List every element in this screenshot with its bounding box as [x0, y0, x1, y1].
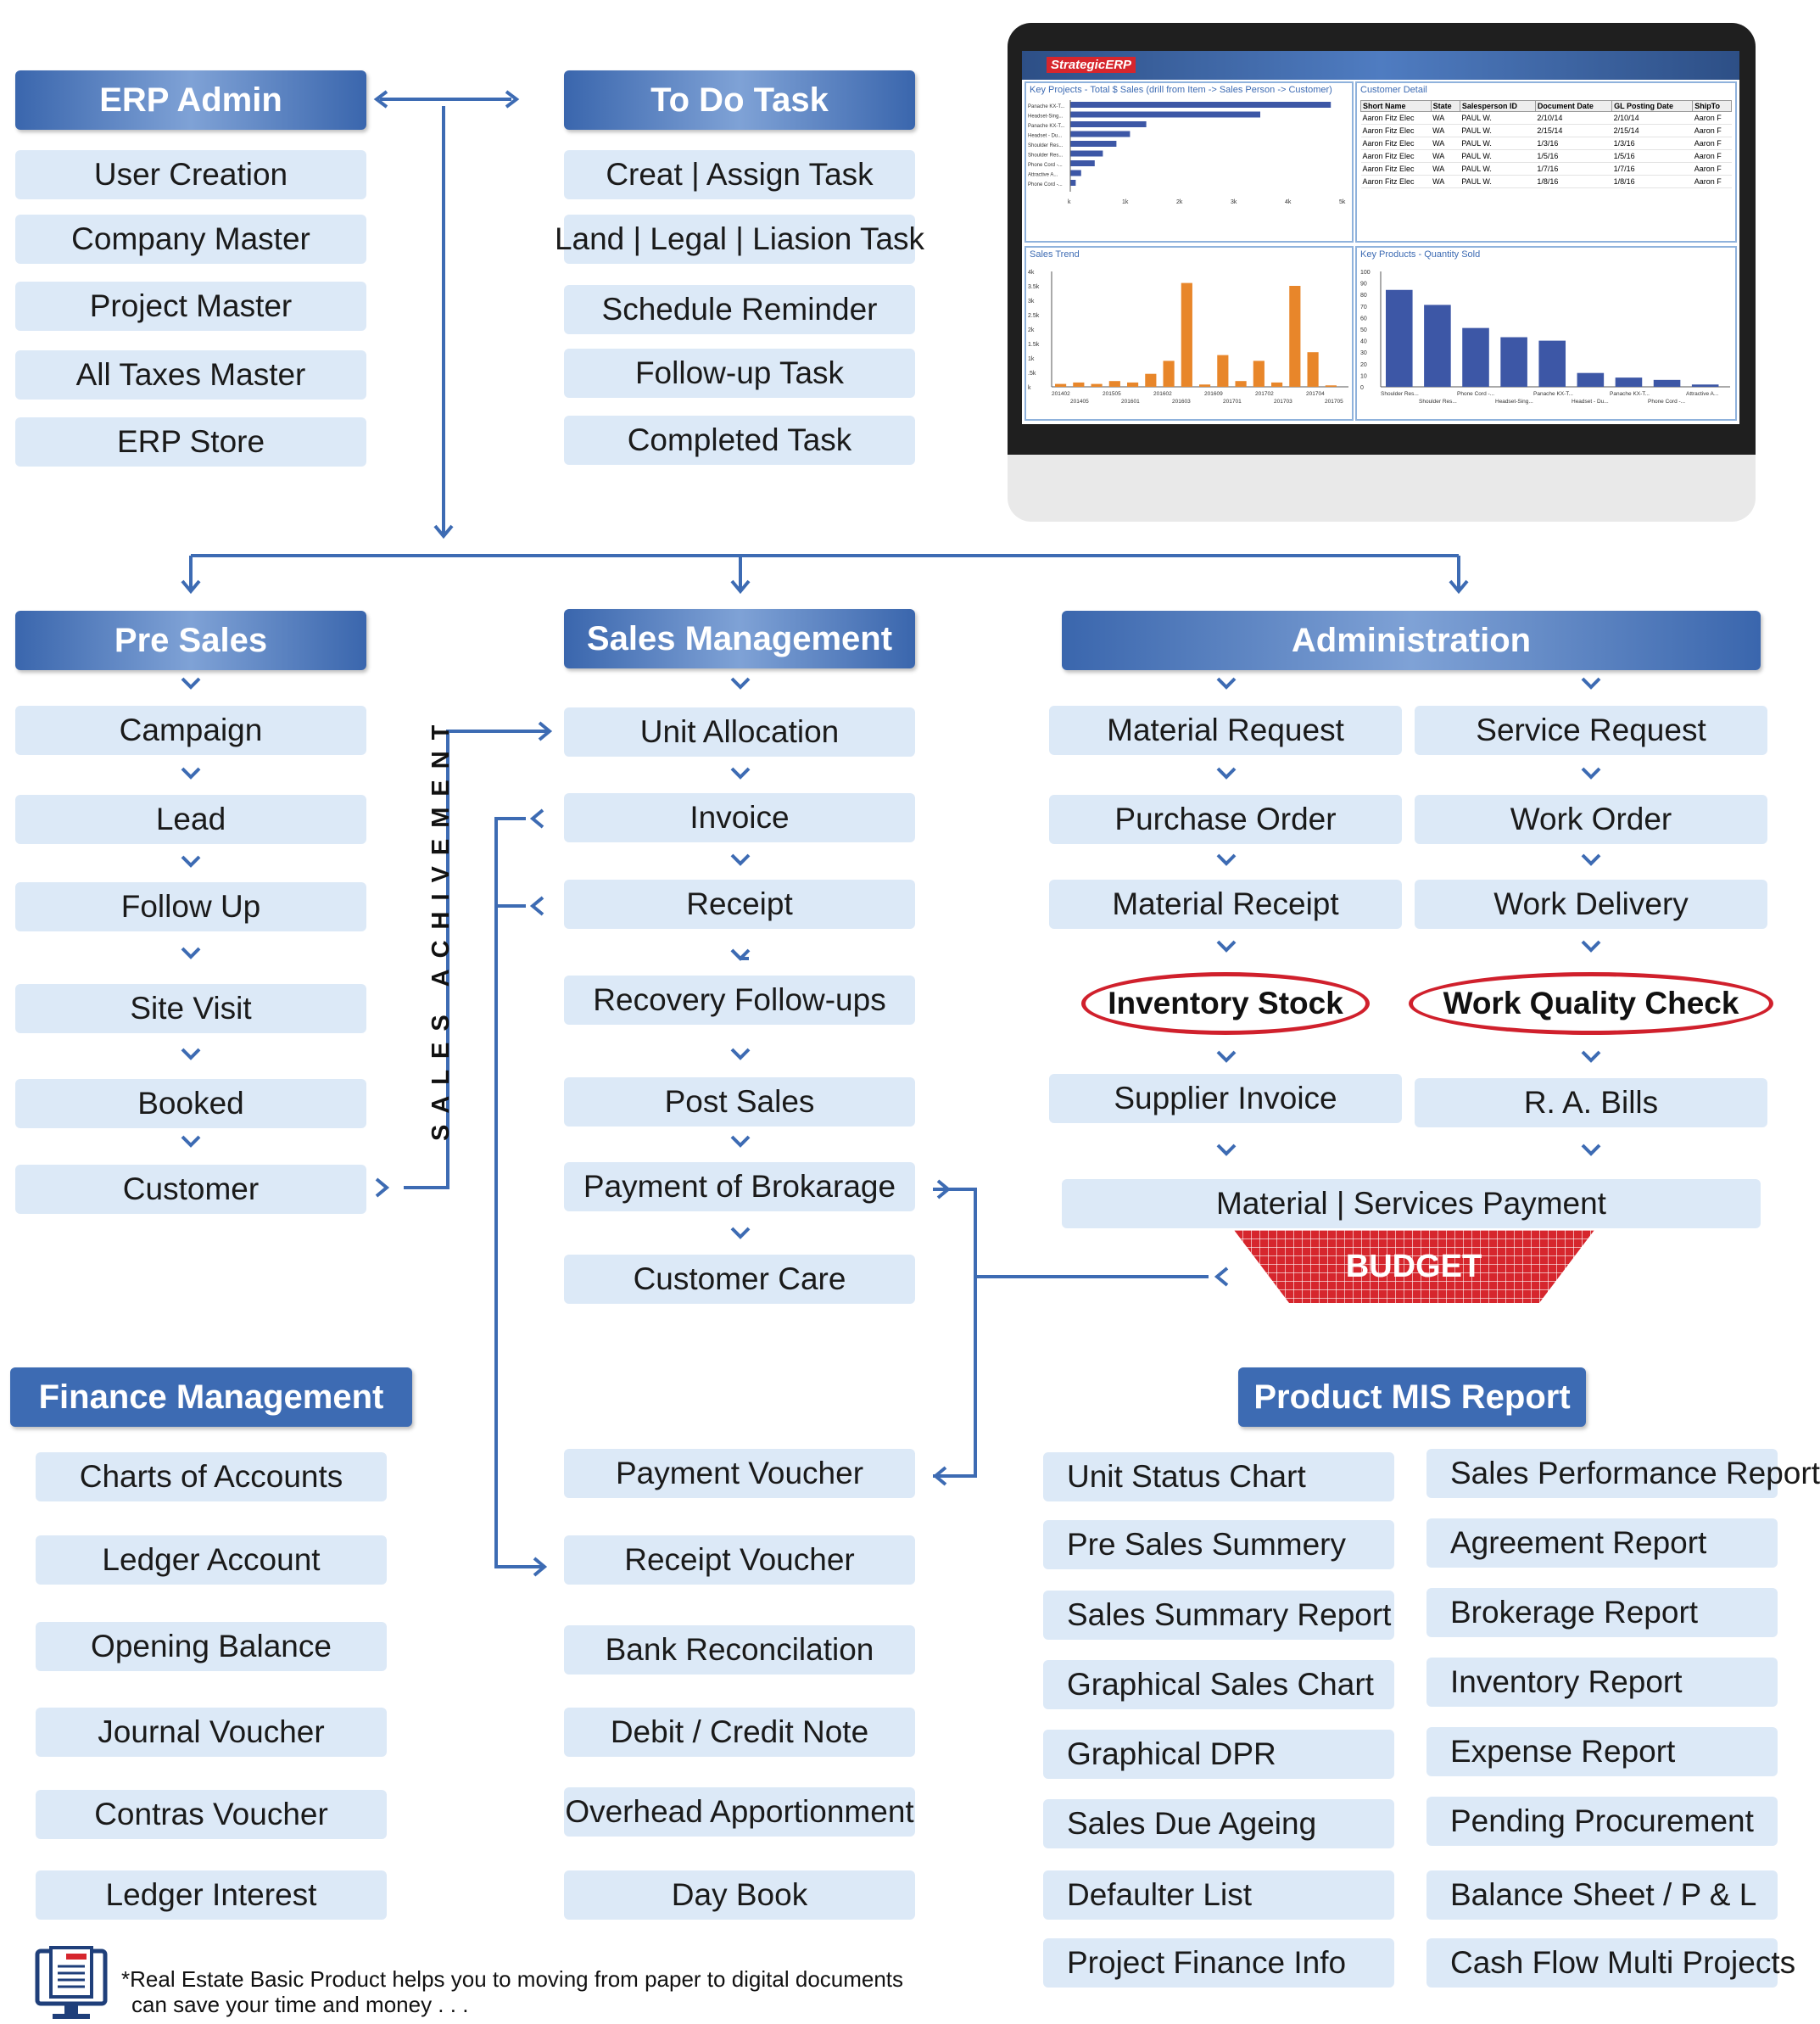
- table-row: [1361, 176, 1732, 188]
- debit-credit-note-item[interactable]: Debit / Credit Note: [564, 1708, 915, 1757]
- key-project-label: Panache KX-T...: [1028, 124, 1065, 129]
- table-cell: Aaron F: [1693, 150, 1732, 163]
- purchase-order-item[interactable]: Purchase Order: [1049, 795, 1402, 844]
- sales-trend-ytick: 3.5k: [1028, 284, 1040, 290]
- company-master-item[interactable]: Company Master: [15, 215, 366, 264]
- table-cell: 1/7/16: [1535, 163, 1611, 176]
- charts-of-accounts-item[interactable]: Charts of Accounts: [36, 1452, 387, 1501]
- bank-reconcilation-item[interactable]: Bank Reconcilation: [564, 1625, 915, 1675]
- customer-care-item[interactable]: Customer Care: [564, 1255, 915, 1304]
- sales-trend-ytick: 2k: [1028, 327, 1035, 333]
- table-cell: 2/15/14: [1535, 125, 1611, 137]
- sales-trend-xlabel: 201603: [1172, 399, 1191, 405]
- invoice-item[interactable]: Invoice: [564, 793, 915, 842]
- footnote-line-2: can save your time and money . . .: [131, 1992, 469, 2017]
- key-project-bar: [1070, 112, 1260, 118]
- table-header-row: [1361, 101, 1732, 112]
- table-header-cell: GL Posting Date: [1612, 101, 1693, 112]
- sales-trend-chart: [1026, 260, 1352, 421]
- table-header-cell: Short Name: [1361, 101, 1432, 112]
- material-request-item[interactable]: Material Request: [1049, 706, 1402, 755]
- key-products-bar: [1616, 377, 1643, 387]
- sales-trend-ytick: k: [1028, 385, 1031, 391]
- customer-item[interactable]: Customer: [15, 1165, 366, 1214]
- todo-header[interactable]: To Do Task: [564, 70, 915, 130]
- land-legal-liasion-item[interactable]: Land | Legal | Liasion Task: [564, 215, 915, 264]
- sales-trend-bar: [1253, 361, 1265, 387]
- down-chevrons: [182, 679, 1599, 1237]
- sales-trend-xlabel: 201505: [1103, 391, 1121, 397]
- key-products-chart: [1357, 260, 1735, 421]
- table-cell: WA: [1431, 125, 1460, 137]
- key-projects-tick: k: [1068, 199, 1071, 205]
- key-project-label: Shoulder Res...: [1028, 153, 1064, 159]
- table-cell: Aaron F: [1693, 137, 1732, 150]
- footnote: [121, 1966, 903, 2017]
- work-quality-check-oval[interactable]: Work Quality Check: [1409, 972, 1773, 1035]
- sales-trend-xlabel: 201705: [1325, 399, 1343, 405]
- lead-item[interactable]: Lead: [15, 795, 366, 844]
- table-cell: 2/15/14: [1612, 125, 1693, 137]
- table-cell: Aaron F: [1693, 176, 1732, 188]
- table-cell: 1/5/16: [1535, 150, 1611, 163]
- key-project-bar: [1070, 171, 1081, 176]
- unit-status-chart-item[interactable]: Unit Status Chart: [1043, 1452, 1394, 1501]
- work-delivery-item[interactable]: Work Delivery: [1415, 880, 1767, 929]
- sales-trend-bar: [1164, 361, 1175, 387]
- key-project-bar: [1070, 180, 1075, 186]
- sales-trend-ytick: 1k: [1028, 356, 1035, 362]
- sales-trend-xlabel: 201402: [1052, 391, 1070, 397]
- key-products-ytick: 60: [1360, 316, 1367, 322]
- table-cell: WA: [1431, 150, 1460, 163]
- key-products-bar: [1577, 373, 1605, 387]
- sales-trend-bar: [1145, 374, 1156, 387]
- key-products-ytick: 100: [1360, 270, 1371, 276]
- key-products-title: Key Products - Quantity Sold: [1360, 249, 1481, 260]
- table-header-cell: Salesperson ID: [1460, 101, 1535, 112]
- key-products-xlabel: Panache KX-T...: [1533, 391, 1573, 397]
- table-cell: Aaron F: [1693, 163, 1732, 176]
- key-projects-tick: 5k: [1339, 199, 1346, 205]
- table-cell: Aaron Fitz Elec: [1361, 125, 1432, 137]
- key-products-bar: [1386, 290, 1413, 387]
- key-products-xlabel: Shoulder Res...: [1419, 399, 1457, 405]
- defaulter-list-item[interactable]: Defaulter List: [1043, 1870, 1394, 1920]
- balance-sheet-pl-item[interactable]: Balance Sheet / P & L: [1426, 1870, 1778, 1920]
- table-cell: PAUL W.: [1460, 137, 1535, 150]
- graphical-dpr-item[interactable]: Graphical DPR: [1043, 1730, 1394, 1779]
- customer-detail-table: [1360, 100, 1732, 188]
- table-cell: Aaron Fitz Elec: [1361, 112, 1432, 125]
- graphical-sales-chart-item[interactable]: Graphical Sales Chart: [1043, 1660, 1394, 1709]
- table-cell: 1/3/16: [1535, 137, 1611, 150]
- key-products-bar: [1500, 338, 1527, 387]
- receipt-item[interactable]: Receipt: [564, 880, 915, 929]
- sales-trend-ytick: 2.5k: [1028, 313, 1040, 319]
- campaign-item[interactable]: Campaign: [15, 706, 366, 755]
- table-header-cell: ShipTo: [1693, 101, 1732, 112]
- key-products-bar: [1462, 328, 1489, 387]
- key-projects-tick: 3k: [1231, 199, 1237, 205]
- sales-trend-bar: [1217, 355, 1228, 387]
- opening-balance-item[interactable]: Opening Balance: [36, 1622, 387, 1671]
- project-master-item[interactable]: Project Master: [15, 282, 366, 331]
- follow-up-item[interactable]: Follow Up: [15, 882, 366, 931]
- sales-trend-bar: [1326, 385, 1337, 387]
- key-products-ytick: 40: [1360, 338, 1367, 345]
- site-visit-item[interactable]: Site Visit: [15, 984, 366, 1033]
- table-cell: 2/10/14: [1612, 112, 1693, 125]
- pending-procurement-item[interactable]: Pending Procurement: [1426, 1797, 1778, 1846]
- ra-bills-item[interactable]: R. A. Bills: [1415, 1078, 1767, 1127]
- contras-voucher-item[interactable]: Contras Voucher: [36, 1790, 387, 1839]
- recovery-followups-item[interactable]: Recovery Follow-ups: [564, 976, 915, 1025]
- table-cell: 2/10/14: [1535, 112, 1611, 125]
- key-project-label: Phone Cord -...: [1028, 163, 1063, 168]
- service-request-item[interactable]: Service Request: [1415, 706, 1767, 755]
- key-products-panel: [1355, 246, 1737, 421]
- table-cell: PAUL W.: [1460, 150, 1535, 163]
- table-cell: PAUL W.: [1460, 112, 1535, 125]
- day-book-item[interactable]: Day Book: [564, 1870, 915, 1920]
- key-projects-tick: 2k: [1176, 199, 1183, 205]
- key-products-ytick: 50: [1360, 327, 1367, 333]
- table-row: [1361, 112, 1732, 125]
- sales-trend-bar: [1289, 286, 1300, 387]
- key-project-bar: [1070, 121, 1147, 127]
- sales-trend-xlabel: 201601: [1121, 399, 1140, 405]
- sales-trend-xlabel: 201702: [1255, 391, 1274, 397]
- key-products-bar: [1654, 380, 1681, 387]
- completed-task-item[interactable]: Completed Task: [564, 416, 915, 465]
- table-cell: 1/8/16: [1612, 176, 1693, 188]
- table-cell: 1/8/16: [1535, 176, 1611, 188]
- sales-trend-bar: [1073, 383, 1084, 387]
- table-cell: Aaron Fitz Elec: [1361, 163, 1432, 176]
- agreement-report-item[interactable]: Agreement Report: [1426, 1518, 1778, 1568]
- supplier-invoice-item[interactable]: Supplier Invoice: [1049, 1074, 1402, 1123]
- budget-banner: [1234, 1230, 1594, 1303]
- erp-store-item[interactable]: ERP Store: [15, 417, 366, 467]
- table-header-cell: State: [1431, 101, 1460, 112]
- cash-flow-multi-projects-item[interactable]: Cash Flow Multi Projects: [1426, 1938, 1778, 1988]
- table-cell: Aaron F: [1693, 112, 1732, 125]
- key-project-label: Shoulder Res...: [1028, 143, 1064, 148]
- sales-trend-bar: [1109, 381, 1120, 387]
- key-products-xlabel: Phone Cord -...: [1648, 399, 1686, 405]
- erp-admin-header[interactable]: ERP Admin: [15, 70, 366, 130]
- sales-trend-bar: [1236, 381, 1247, 387]
- key-project-bar: [1070, 151, 1103, 157]
- table-cell: Aaron Fitz Elec: [1361, 137, 1432, 150]
- booked-item[interactable]: Booked: [15, 1079, 366, 1128]
- table-cell: WA: [1431, 176, 1460, 188]
- pre-sales-header[interactable]: Pre Sales: [15, 611, 366, 670]
- sales-management-header[interactable]: Sales Management: [564, 609, 915, 668]
- key-products-xlabel: Headset-Sing...: [1495, 399, 1533, 405]
- pre-sales-summery-item[interactable]: Pre Sales Summery: [1043, 1520, 1394, 1569]
- payment-of-brokarage-item[interactable]: Payment of Brokarage: [564, 1162, 915, 1211]
- table-cell: Aaron Fitz Elec: [1361, 176, 1432, 188]
- sales-trend-xlabel: 201704: [1306, 391, 1325, 397]
- material-services-payment-item[interactable]: Material | Services Payment: [1062, 1179, 1761, 1228]
- payment-voucher-item[interactable]: Payment Voucher: [564, 1449, 915, 1498]
- customer-detail-panel: [1355, 81, 1737, 243]
- sales-trend-xlabel: 201602: [1153, 391, 1172, 397]
- table-cell: Aaron F: [1693, 125, 1732, 137]
- key-products-bar: [1692, 384, 1719, 387]
- sales-trend-panel: [1024, 246, 1354, 421]
- brokerage-voucher-link: [933, 1189, 975, 1476]
- key-projects-title: Key Projects - Total $ Sales (drill from Item -> Sales Person -> Customer): [1030, 85, 1332, 95]
- create-assign-task-item[interactable]: Creat | Assign Task: [564, 150, 915, 199]
- sales-trend-bar: [1308, 352, 1319, 387]
- sales-trend-ytick: 3k: [1028, 299, 1035, 305]
- sales-trend-ytick: 1.5k: [1028, 342, 1040, 348]
- expense-report-item[interactable]: Expense Report: [1426, 1727, 1778, 1776]
- table-cell: 1/5/16: [1612, 150, 1693, 163]
- table-cell: WA: [1431, 163, 1460, 176]
- material-receipt-item[interactable]: Material Receipt: [1049, 880, 1402, 929]
- table-cell: PAUL W.: [1460, 125, 1535, 137]
- overhead-apportionment-item[interactable]: Overhead Apportionment: [564, 1787, 915, 1837]
- table-cell: PAUL W.: [1460, 176, 1535, 188]
- work-order-item[interactable]: Work Order: [1415, 795, 1767, 844]
- sales-summary-report-item[interactable]: Sales Summary Report: [1043, 1591, 1394, 1640]
- key-projects-chart: [1026, 97, 1352, 241]
- budget-label: BUDGET: [1345, 1249, 1482, 1284]
- sales-due-ageing-item[interactable]: Sales Due Ageing: [1043, 1799, 1394, 1848]
- sales-trend-xlabel: 201703: [1274, 399, 1292, 405]
- table-row: [1361, 125, 1732, 137]
- key-products-xlabel: Attractive A...: [1686, 391, 1719, 397]
- key-products-ytick: 20: [1360, 361, 1367, 368]
- table-cell: PAUL W.: [1460, 163, 1535, 176]
- user-creation-item[interactable]: User Creation: [15, 150, 366, 199]
- key-products-ytick: 80: [1360, 293, 1367, 299]
- table-header-cell: Document Date: [1535, 101, 1611, 112]
- schedule-reminder-item[interactable]: Schedule Reminder: [564, 285, 915, 334]
- sales-trend-bar: [1055, 384, 1066, 387]
- sales-trend-title: Sales Trend: [1030, 249, 1080, 260]
- strategic-erp-logo: StrategicERP: [1047, 57, 1136, 73]
- key-project-label: Headset-Sing...: [1028, 114, 1064, 120]
- invoice-receipt-link: [496, 819, 543, 1567]
- ledger-interest-item[interactable]: Ledger Interest: [36, 1870, 387, 1920]
- key-project-bar: [1070, 102, 1331, 108]
- project-finance-info-item[interactable]: Project Finance Info: [1043, 1938, 1394, 1988]
- table-cell: 1/3/16: [1612, 137, 1693, 150]
- sales-achievement-link: [404, 731, 547, 1188]
- ledger-account-item[interactable]: Ledger Account: [36, 1535, 387, 1585]
- follow-up-task-item[interactable]: Follow-up Task: [564, 349, 915, 398]
- key-project-label: Panache KX-T...: [1028, 104, 1065, 109]
- footnote-line-1: *Real Estate Basic Product helps you to moving from paper to digital documents: [121, 1966, 904, 1992]
- all-taxes-master-item[interactable]: All Taxes Master: [15, 350, 366, 400]
- sales-trend-bar: [1271, 383, 1282, 387]
- sales-trend-xlabel: 201701: [1223, 399, 1242, 405]
- sales-trend-bar: [1127, 383, 1138, 387]
- table-cell: 1/7/16: [1612, 163, 1693, 176]
- key-project-label: Attractive A...: [1028, 172, 1058, 178]
- key-products-xlabel: Shoulder Res...: [1381, 391, 1419, 397]
- table-cell: WA: [1431, 112, 1460, 125]
- sales-trend-xlabel: 201609: [1204, 391, 1223, 397]
- key-products-bar: [1424, 305, 1451, 387]
- sales-trend-bar: [1181, 283, 1192, 387]
- customer-detail-title: Customer Detail: [1360, 85, 1427, 95]
- sales-performance-report-item[interactable]: Sales Performance Report: [1426, 1449, 1778, 1498]
- administration-header[interactable]: Administration: [1062, 611, 1761, 670]
- table-cell: Aaron Fitz Elec: [1361, 150, 1432, 163]
- key-products-ytick: 10: [1360, 373, 1367, 380]
- key-projects-tick: 4k: [1285, 199, 1292, 205]
- digital-document-icon: [32, 1946, 110, 2024]
- key-products-ytick: 90: [1360, 281, 1367, 288]
- post-sales-item[interactable]: Post Sales: [564, 1077, 915, 1127]
- sales-trend-ytick: .5k: [1028, 371, 1036, 377]
- journal-voucher-item[interactable]: Journal Voucher: [36, 1708, 387, 1757]
- table-row: [1361, 163, 1732, 176]
- sales-trend-bar: [1199, 384, 1210, 387]
- table-cell: WA: [1431, 137, 1460, 150]
- key-products-ytick: 0: [1360, 385, 1364, 391]
- key-project-bar: [1070, 131, 1130, 137]
- receipt-voucher-item[interactable]: Receipt Voucher: [564, 1535, 915, 1585]
- key-project-bar: [1070, 141, 1116, 147]
- key-products-ytick: 70: [1360, 304, 1367, 310]
- key-projects-panel: [1024, 81, 1354, 243]
- inventory-stock-oval[interactable]: Inventory Stock: [1081, 972, 1370, 1035]
- sales-trend-xlabel: 201405: [1070, 399, 1089, 405]
- key-project-label: Phone Cord -...: [1028, 182, 1063, 187]
- sales-trend-ytick: 4k: [1028, 270, 1035, 276]
- sales-trend-bar: [1091, 384, 1103, 387]
- table-row: [1361, 137, 1732, 150]
- key-products-xlabel: Headset - Du...: [1572, 399, 1609, 405]
- unit-allocation-item[interactable]: Unit Allocation: [564, 707, 915, 757]
- key-products-xlabel: Panache KX-T...: [1610, 391, 1650, 397]
- table-row: [1361, 150, 1732, 163]
- key-project-bar: [1070, 160, 1095, 166]
- inventory-report-item[interactable]: Inventory Report: [1426, 1658, 1778, 1707]
- key-products-ytick: 30: [1360, 350, 1367, 357]
- finance-management-header[interactable]: Finance Management: [10, 1367, 412, 1427]
- key-project-label: Headset - Du...: [1028, 133, 1063, 139]
- key-products-xlabel: Phone Cord -...: [1457, 391, 1495, 397]
- product-mis-report-header[interactable]: Product MIS Report: [1238, 1367, 1586, 1427]
- key-products-bar: [1538, 341, 1566, 387]
- brokerage-report-item[interactable]: Brokerage Report: [1426, 1588, 1778, 1637]
- key-projects-tick: 1k: [1122, 199, 1129, 205]
